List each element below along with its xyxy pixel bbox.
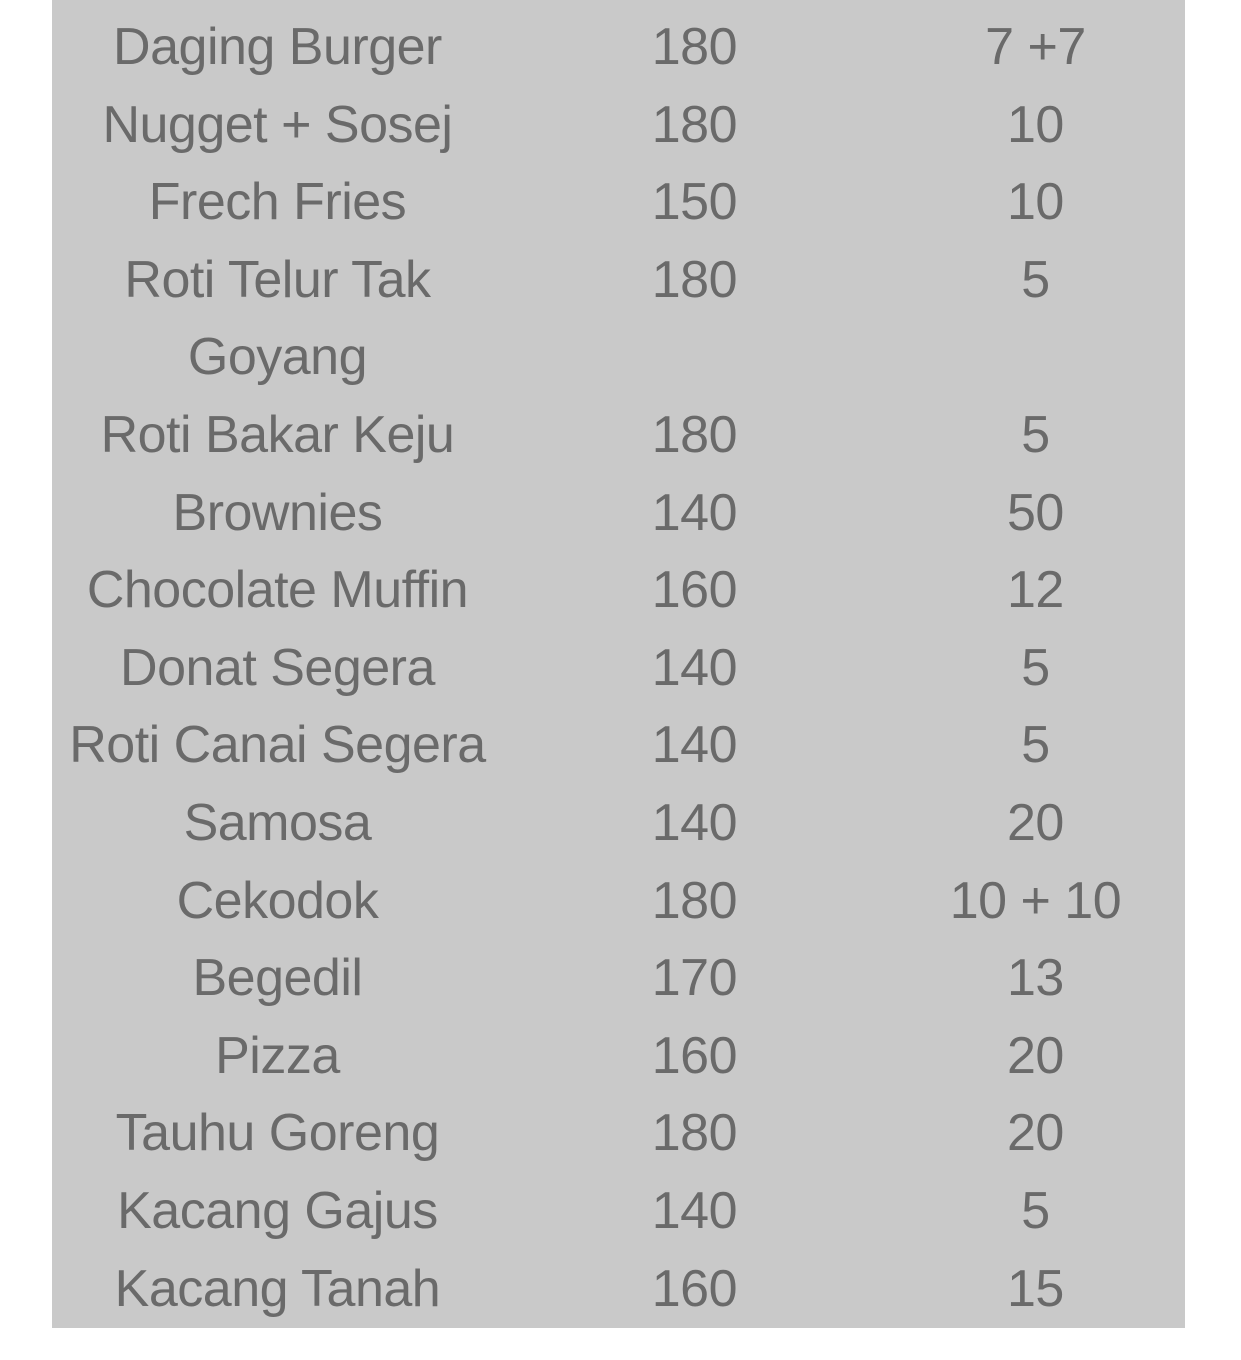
item-time: 10 + 10 <box>949 871 1122 930</box>
item-temperature: 170 <box>651 949 738 1008</box>
item-time: 5 <box>1021 250 1050 309</box>
item-temperature: 140 <box>651 716 738 775</box>
item-time: 20 <box>1007 1104 1064 1163</box>
item-temperature: 180 <box>651 871 738 930</box>
item-time: 5 <box>1021 1181 1050 1240</box>
table-row <box>52 1251 1185 1329</box>
item-time: 5 <box>1021 405 1050 464</box>
item-name: Cekodok <box>176 871 379 930</box>
table-row <box>52 1095 1185 1173</box>
item-temperature: 180 <box>651 250 738 309</box>
item-temperature: 140 <box>651 1181 738 1240</box>
item-name: Brownies <box>172 483 383 542</box>
item-name: Chocolate Muffin <box>86 561 469 620</box>
table-row <box>52 164 1185 242</box>
item-name: Daging Burger <box>113 18 442 76</box>
item-time: 10 <box>1007 95 1064 154</box>
item-temperature: 180 <box>651 95 738 154</box>
item-name: Kacang Tanah <box>114 1259 441 1318</box>
item-name: Roti Canai Segera <box>69 716 486 775</box>
table-row <box>52 475 1185 553</box>
table-row <box>52 9 1185 87</box>
item-name: Tauhu Goreng <box>115 1104 440 1163</box>
item-name: Roti Bakar Keju <box>100 405 455 464</box>
item-name: Roti Telur Tak Goyang <box>124 250 431 387</box>
item-name: Donat Segera <box>120 638 435 697</box>
item-name: Nugget + Sosej <box>102 95 453 154</box>
cooking-table <box>52 0 1185 1328</box>
table-row <box>52 242 1185 397</box>
table-row <box>52 940 1185 1018</box>
item-time: 10 <box>1007 173 1064 232</box>
item-time: 50 <box>1007 483 1064 542</box>
table-row <box>52 630 1185 708</box>
item-temperature: 140 <box>651 793 738 852</box>
item-time: 5 <box>1021 638 1050 697</box>
item-time: 7 +7 <box>985 18 1086 76</box>
item-name: Samosa <box>183 793 372 852</box>
table-row <box>52 397 1185 475</box>
table-row <box>52 87 1185 165</box>
table-row <box>52 552 1185 630</box>
table-row <box>52 785 1185 863</box>
item-time: 13 <box>1007 949 1064 1008</box>
item-name: Pizza <box>215 1026 340 1085</box>
table-row <box>52 863 1185 941</box>
item-time: 5 <box>1021 716 1050 775</box>
item-name: Kacang Gajus <box>117 1181 438 1240</box>
item-time: 15 <box>1007 1259 1064 1318</box>
item-temperature: 180 <box>651 405 738 464</box>
table-row <box>52 1173 1185 1251</box>
item-temperature: 160 <box>651 1026 738 1085</box>
item-time: 20 <box>1007 1026 1064 1085</box>
item-time: 20 <box>1007 793 1064 852</box>
item-name: Begedil <box>192 949 363 1008</box>
item-name: Frech Fries <box>148 173 407 232</box>
item-temperature: 140 <box>651 483 738 542</box>
item-temperature: 150 <box>651 173 738 232</box>
item-temperature: 160 <box>651 561 738 620</box>
item-temperature: 160 <box>651 1259 738 1318</box>
item-temperature: 180 <box>651 1104 738 1163</box>
table-row <box>52 707 1185 785</box>
item-time: 12 <box>1007 561 1064 620</box>
item-temperature: 180 <box>651 18 738 76</box>
table-row <box>52 1018 1185 1096</box>
item-temperature: 140 <box>651 638 738 697</box>
